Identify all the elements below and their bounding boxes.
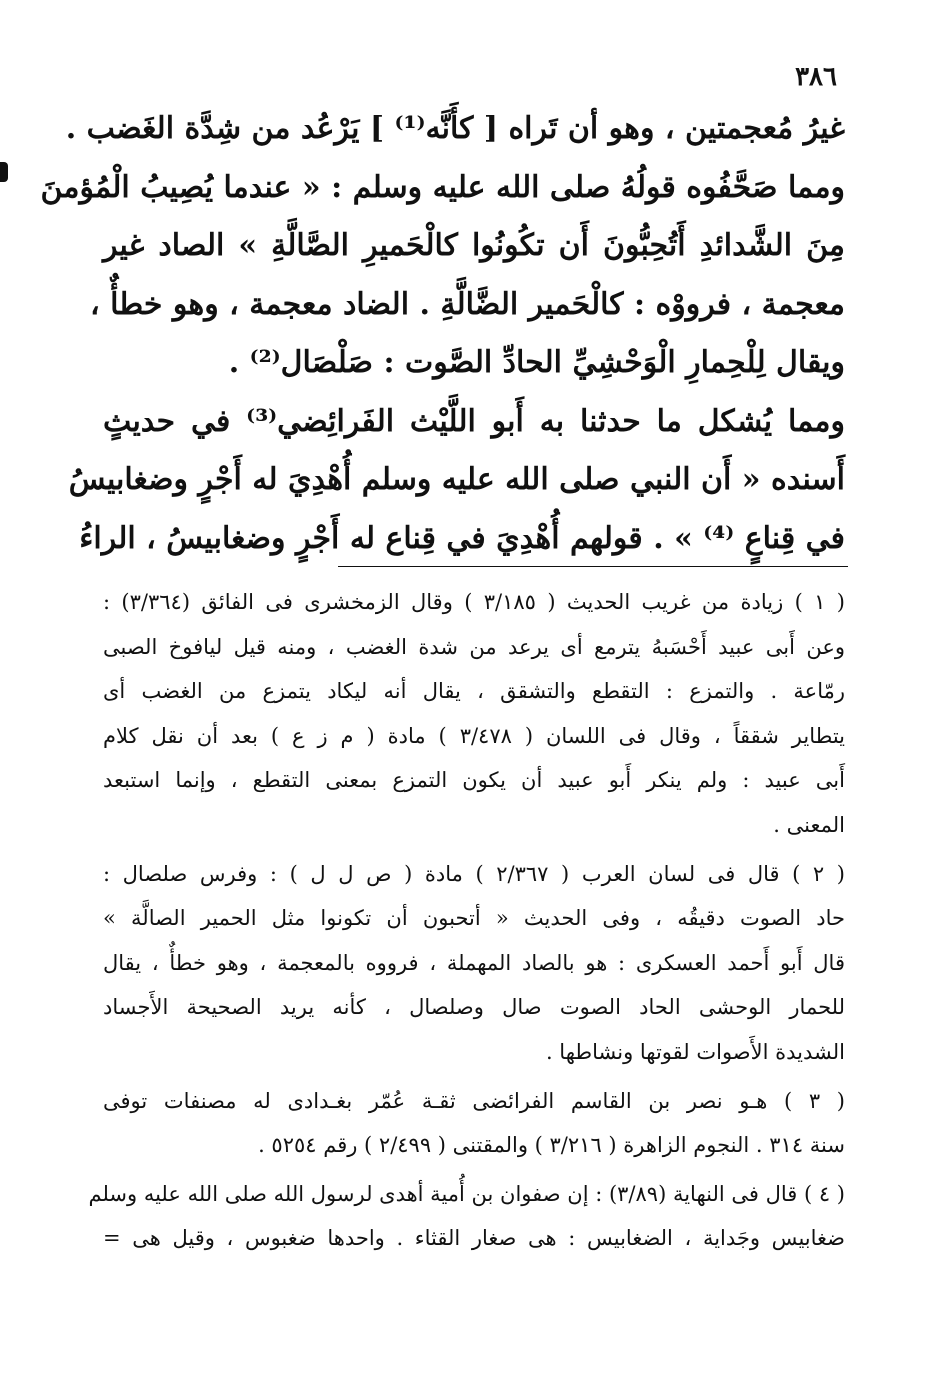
footnote-line: سنة ٣١٤ . النجوم الزاهرة ( ٣/٢١٦ ) والمقتنى ( ٢/٤٩٩ ) رقم ٥٢٥٤ .	[258, 1133, 845, 1158]
footnote-3	[103, 1079, 845, 1168]
footnote-line: ( ١ ) زيادة من غريب الحديث ( ٣/١٨٥ ) وقال الزمخشرى فى الفائق (٣/٣٦٤) :	[103, 590, 845, 614]
footnotes	[88, 580, 845, 1265]
main-text-line: معجمة ، فرووْه : كالْحَمير الضَّالَّةِ . الضاد معجمة ، وهو خطأٌ ،	[90, 286, 845, 322]
main-text-line: مِنَ الشَّدائدِ أَتُحِبُّونَ أَن تكُونُوا كالْحَميرِ الصَّالَّةِ » الصاد غير	[103, 228, 845, 263]
margin-mark	[0, 162, 8, 182]
footnote-line: وعن أَبى عبيد أَحْسَبهُ يترمع أى يرعد من شدة الغضب ، ومنه قيل ليافوخ الصبى	[103, 634, 845, 659]
page-number: ٣٨٦	[795, 62, 837, 92]
footnote-line: أَبى عبيد : ولم ينكر أَبو عبيد أن يكون التمزع بمعنى التقطع ، وإنما استبعد	[103, 768, 845, 793]
footnote-2	[103, 852, 845, 1075]
footnote-line: ( ٣ ) هـو نصر بن القاسم الفرائضى ثقـة عُمّر بغـدادى له مصنفات توفى	[103, 1088, 845, 1113]
footnote-line: للحمار الوحشى الحاد الصوت صال وصلصال ، كأنه يريد الصحيحة الأَجساد	[103, 995, 845, 1020]
footnote-divider	[338, 566, 848, 567]
footnote-line: حاد الصوت دقيقُه ، وفى الحديث « أتحبون أن تكونوا مثل الحمير الصالَّة »	[103, 906, 845, 931]
main-text-line: ويقال لِلْحِمارِ الْوَحْشِيِّ الحادِّ الصَّوت : صَلْصَال⁽²⁾ .	[228, 345, 845, 380]
main-text-line: أَسنده « أَن النبي صلى الله عليه وسلم أُهْدِيَ له أَجْرٍ وضغابيسُ	[68, 462, 845, 497]
footnote-4	[88, 1172, 845, 1261]
footnote-line: المعنى .	[773, 812, 845, 837]
footnote-1	[103, 580, 845, 848]
footnote-line: ( ٢ ) قال فى لسان العرب ( ٢/٣٦٧ ) مادة ( ص ل ل ) : وفرس صلصال :	[103, 861, 845, 886]
main-text-line: في قِناعٍ ⁽⁴⁾ » . قولهم أُهْدِيَ في قِناع له أَجْرٍ وضغابيسُ ، الراءُ	[79, 520, 845, 556]
footnote-line: ( ٤ ) قال فى النهاية (٣/٨٩) : إن صفوان بن أُمية أهدى لرسول الله صلى الله عليه وسلم	[88, 1181, 845, 1206]
footnote-line: رمّاعة . والتمزع : التقطع والتشقق ، يقال أنه ليكاد يتمزع من الغضب أى	[103, 679, 845, 704]
footnote-line: يتطاير شققاً ، وقال فى اللسان ( ٣/٤٧٨ ) مادة ( م ز ع ) بعد أن نقل كلام	[103, 723, 845, 748]
main-text-line: ومما يُشكل ما حدثنا به أَبو اللَّيْث الفَرائِضي⁽³⁾ في حديثٍ	[103, 403, 845, 439]
footnote-line: ضغابيس وجَداية ، الضغابيس : هى صغار القثاء . واحدها ضغبوس ، وقيل هى =	[103, 1226, 845, 1251]
main-text	[40, 100, 845, 568]
main-text-line: ومما صَحَّفُوه قولُهُ صلى الله عليه وسلم : « عندما يُصِيبُ الْمُؤمنَ	[40, 169, 845, 205]
footnote-line: الشديدة الأَصوات لقوتها ونشاطها .	[545, 1039, 845, 1064]
main-text-line: غيرُ مُعجمتين ، وهو أن تَراه [ كأَنَّه⁽¹⁾ ] يَرْعُد من شِدَّة الغَضب .	[65, 111, 845, 146]
footnote-line: قال أَبو أَحمد العسكرى : هو بالصاد المهملة ، فرووه بالمعجمة ، وهو خطأٌ ، يقال	[103, 950, 845, 975]
